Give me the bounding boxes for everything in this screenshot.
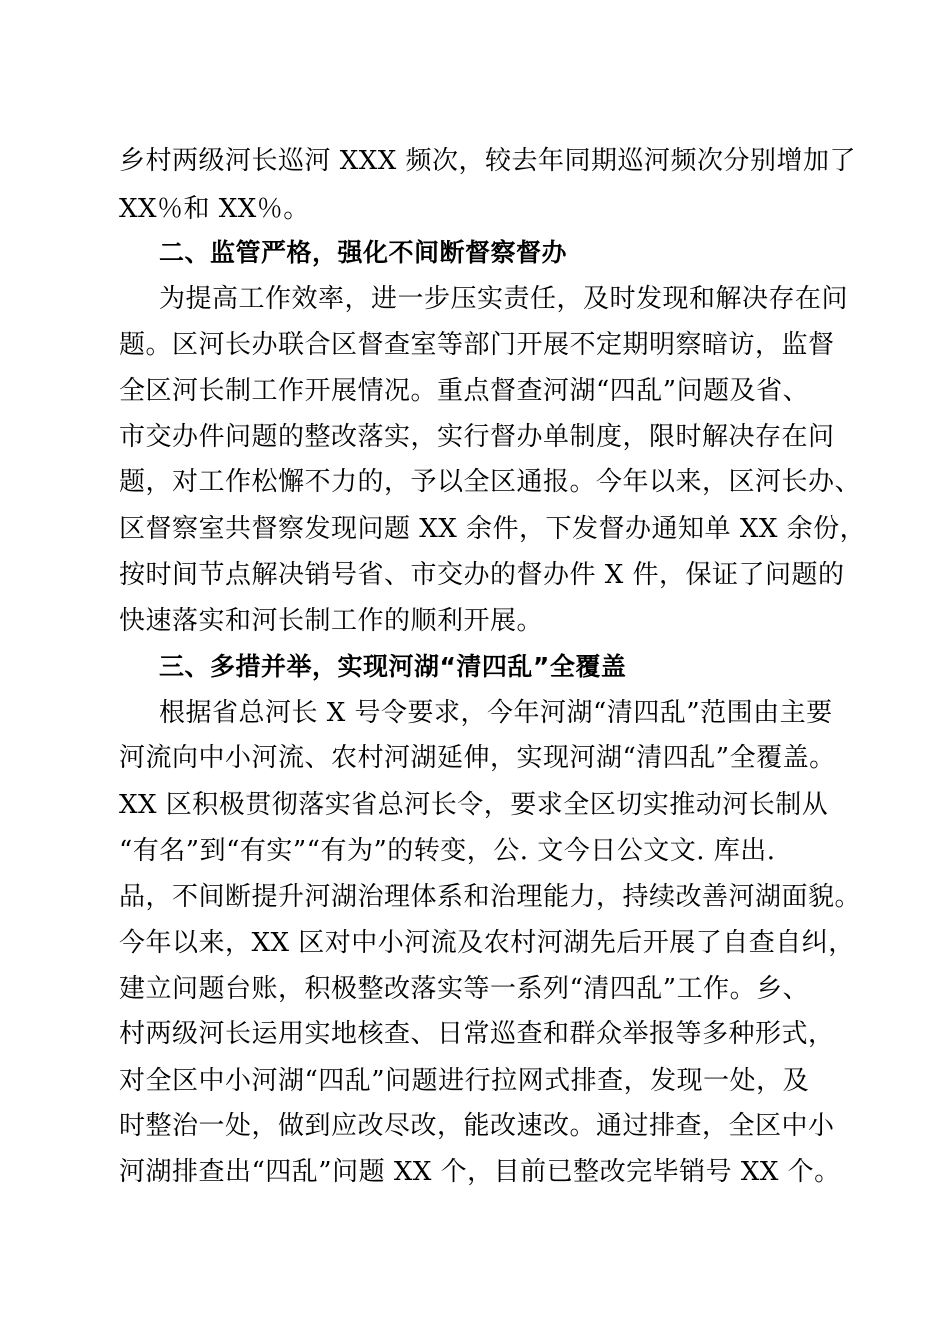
section-heading-2: 二、监管严格，强化不间断督察督办 [159, 238, 568, 267]
body-text-line: 按时间节点解决销号省、市交办的督办件 X 件，保证了问题的 [119, 560, 845, 590]
body-text-line: 全区河长制工作开展情况。重点督查河湖“四乱”问题及省、 [119, 376, 810, 406]
body-text-line: 题，对工作松懈不力的，予以全区通报。今年以来，区河长办、 [119, 467, 862, 497]
body-text-line: 题。区河长办联合区督查室等部门开展不定期明察暗访，监督 [119, 330, 835, 360]
body-text-line: 对全区中小河湖“四乱”问题进行拉网式排查，发现一处，及 [119, 1066, 810, 1096]
body-text-line: 今年以来，XX 区对中小河流及农村河湖先后开展了自查自纠， [119, 928, 855, 958]
body-text-line: 市交办件问题的整改落实，实行督办单制度，限时解决存在问 [119, 422, 835, 452]
body-text-line: 为提高工作效率，进一步压实责任，及时发现和解决存在问 [159, 284, 849, 314]
body-text-line: 村两级河长运用实地核查、日常巡查和群众举报等多种形式， [119, 1019, 835, 1049]
body-text-line: 时整治一处，做到应改尽改，能改速改。通过排查，全区中小 [119, 1111, 835, 1141]
body-text-line: 建立问题台账，积极整改落实等一系列“清四乱”工作。乡、 [119, 974, 810, 1004]
body-text-line: XX％和 XX％。 [119, 194, 310, 224]
body-text-line: 河流向中小河流、农村河湖延伸，实现河湖“清四乱”全覆盖。 [119, 743, 836, 773]
body-text-line: “有名”到“有实”“有为”的转变，公. 文今日公文文. 库出. [119, 836, 776, 866]
body-text-line: XX 区积极贯彻落实省总河长令，要求全区切实推动河长制从 [119, 790, 829, 820]
body-text-line: 河湖排查出“四乱”问题 XX 个，目前已整改完毕销号 XX 个。 [119, 1157, 841, 1187]
body-text-line: 品，不间断提升河湖治理体系和治理能力，持续改善河湖面貌。 [119, 882, 862, 912]
body-text-line: 区督察室共督察发现问题 XX 余件，下发督办通知单 XX 余份， [119, 514, 867, 544]
body-text-line: 根据省总河长 X 号令要求，今年河湖“清四乱”范围由主要 [159, 698, 833, 728]
body-text-line: 乡村两级河长巡河 XXX 频次，较去年同期巡河频次分别增加了 [119, 146, 857, 176]
section-heading-3: 三、多措并举，实现河湖“清四乱”全覆盖 [159, 652, 627, 681]
body-text-line: 快速落实和河长制工作的顺利开展。 [119, 606, 544, 636]
